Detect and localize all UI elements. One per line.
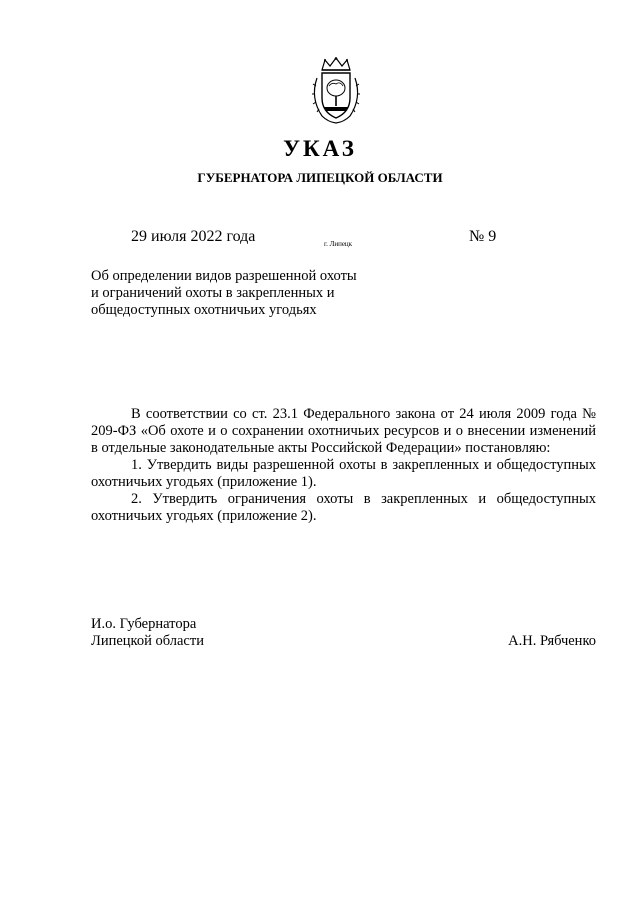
document-city: г. Липецк xyxy=(324,240,353,248)
signature-row-2 xyxy=(91,633,596,650)
signatory-name: А.Н. Рябченко xyxy=(508,633,596,649)
coat-of-arms-icon xyxy=(308,56,364,126)
signatory-region: Липецкой области xyxy=(91,633,204,649)
subject-line: и ограничений охоты в закрепленных и xyxy=(91,285,335,301)
body-item-1: 1. Утвердить виды разрешенной охоты в закрепленных и общедоступных охотничьих угодьях (приложение 1). xyxy=(91,457,596,490)
signature-block xyxy=(91,616,596,650)
signature-row-1 xyxy=(91,616,596,633)
document-subtitle: ГУБЕРНАТОРА ЛИПЕЦКОЙ ОБЛАСТИ xyxy=(197,170,443,185)
document-subject xyxy=(91,268,411,319)
document-body xyxy=(91,406,596,525)
subject-line: общедоступных охотничьих угодьях xyxy=(91,302,317,318)
document-date: 29 июля 2022 года xyxy=(131,228,256,245)
subject-line: Об определении видов разрешенной охоты xyxy=(91,268,357,284)
signatory-position: И.о. Губернатора xyxy=(91,616,197,632)
body-preamble: В соответствии со ст. 23.1 Федерального закона от 24 июля 2009 года № 209-ФЗ «Об охоте и о сохранении охотничьих ресурсов и о внесении изменений в отдельные законодательные акты Российской Федерации» постановляю: xyxy=(91,406,596,456)
body-item-2: 2. Утвердить ограничения охоты в закрепленных и общедоступных охотничьих угодьях (приложение 2). xyxy=(91,491,596,524)
document-title: УКАЗ xyxy=(283,136,357,161)
document-number: № 9 xyxy=(469,228,497,245)
